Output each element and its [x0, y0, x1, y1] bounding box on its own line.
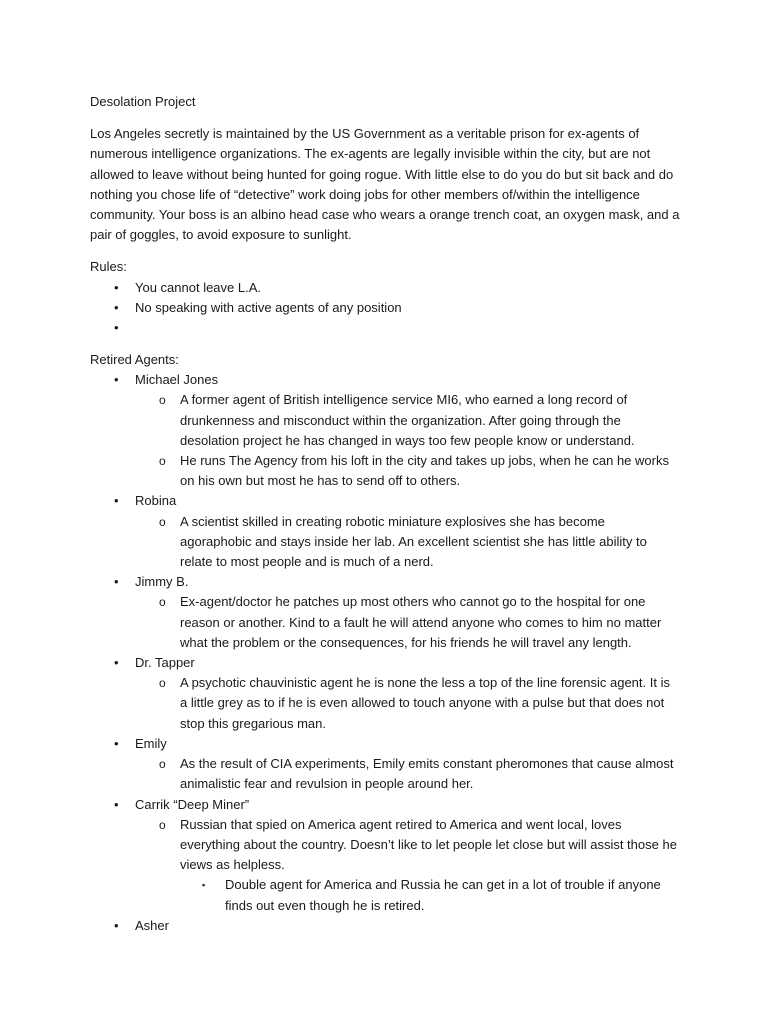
agent-notes — [135, 390, 680, 491]
agent-name: Michael Jones — [135, 372, 219, 388]
list-item — [90, 298, 680, 318]
agent-note: As the result of CIA experiments, Emily emits constant pheromones that cause almost animalistic fear and revulsion in people around her. — [180, 756, 674, 792]
agent-note: Russian that spied on America agent retired to America and went local, loves everything about the country. Doesn’t like to let people let close but will assist those he views as helpless. — [180, 816, 677, 873]
intro-paragraph: Los Angeles secretly is maintained by the US Government as a veritable prison for ex-agents of numerous intelligence organizations. The ex-agents are legally invisible within the city, but are not allowed to leave without being hunted for going rogue. With little else to do you do but sit back and do nothing you chose life of “detective” work doing jobs for other members of/within the intelligence community. Your boss is an albino head case who wears a orange trench coat, an oxygen mask, and a pair of goggles, to avoid exposure to sunlight. — [90, 126, 680, 243]
bullet-icon: • — [114, 372, 119, 388]
list-item — [135, 673, 680, 734]
bullet-icon: • — [114, 493, 119, 509]
agent-notes — [135, 673, 680, 734]
bullet-icon: • — [114, 320, 119, 336]
list-item — [135, 815, 680, 916]
agent-note: Ex-agent/doctor he patches up most others who cannot go to the hospital for one reason or another. Kind to a fault he will attend anyone who comes to him no matter what the problem or the consequences, for his friends he will travel any length. — [180, 594, 662, 650]
circle-bullet-icon: o — [159, 514, 166, 529]
agents-heading: Retired Agents: — [90, 352, 179, 368]
circle-bullet-icon: o — [159, 454, 166, 469]
agent-notes — [135, 512, 680, 573]
bullet-icon: • — [114, 279, 119, 295]
bullet-icon: • — [114, 735, 119, 751]
agent-name: Emily — [135, 735, 167, 751]
circle-bullet-icon: o — [159, 595, 166, 610]
list-item — [135, 390, 680, 451]
list-item — [90, 916, 680, 936]
agent-note: A former agent of British intelligence service MI6, who earned a long record of drunkenness and misconduct within the organization. After going through the desolation project he has changed in ways too few people know or understand. — [180, 392, 635, 448]
circle-bullet-icon: o — [159, 817, 166, 832]
circle-bullet-icon: o — [159, 393, 166, 408]
bullet-icon: • — [114, 574, 119, 590]
list-item — [90, 653, 680, 734]
agent-notes — [135, 754, 680, 794]
bullet-icon: • — [114, 917, 119, 933]
list-item — [90, 318, 680, 338]
list-item — [135, 451, 680, 491]
agent-note: A scientist skilled in creating robotic miniature explosives she has become agoraphobic and stays inside her lab. An excellent scientist she has little ability to relate to most people and is much of a nerd. — [180, 513, 647, 570]
square-bullet-icon: ▪ — [202, 880, 206, 891]
circle-bullet-icon: o — [159, 676, 166, 691]
document-page — [90, 92, 680, 936]
agents-list — [90, 370, 680, 936]
agent-name: Dr. Tapper — [135, 655, 195, 671]
list-item — [90, 795, 680, 916]
rule-text: You cannot leave L.A. — [135, 279, 262, 295]
document-title: Desolation Project — [90, 94, 196, 109]
list-item — [90, 491, 680, 572]
list-item — [135, 754, 680, 794]
list-item — [135, 592, 680, 653]
agent-subnote: Double agent for America and Russia he can get in a lot of trouble if anyone finds out even though he is retired. — [225, 877, 661, 913]
agent-name: Jimmy B. — [135, 574, 189, 590]
agent-note: He runs The Agency from his loft in the city and takes up jobs, when he can he works on his own but most he has to send off to others. — [180, 453, 669, 489]
list-item — [90, 572, 680, 653]
bullet-icon: • — [114, 796, 119, 812]
agent-note: A psychotic chauvinistic agent he is none the less a top of the line forensic agent. It is a little grey as to if he is even allowed to touch anyone with a pulse but that does not stop this gregarious man. — [180, 675, 670, 731]
bullet-icon: • — [114, 655, 119, 671]
list-item — [135, 512, 680, 573]
agent-name: Asher — [135, 917, 169, 933]
agent-name: Carrik “Deep Miner” — [135, 796, 250, 812]
agent-notes — [135, 815, 680, 916]
list-item — [90, 370, 680, 491]
rules-list — [90, 278, 680, 338]
agent-subnotes — [180, 875, 680, 915]
list-item — [180, 875, 680, 915]
circle-bullet-icon: o — [159, 757, 166, 772]
agent-name: Robina — [135, 493, 177, 509]
rule-text: No speaking with active agents of any position — [135, 299, 402, 315]
list-item — [90, 734, 680, 795]
rules-heading: Rules: — [90, 259, 127, 275]
bullet-icon: • — [114, 299, 119, 315]
list-item — [90, 278, 680, 298]
agent-notes — [135, 592, 680, 653]
